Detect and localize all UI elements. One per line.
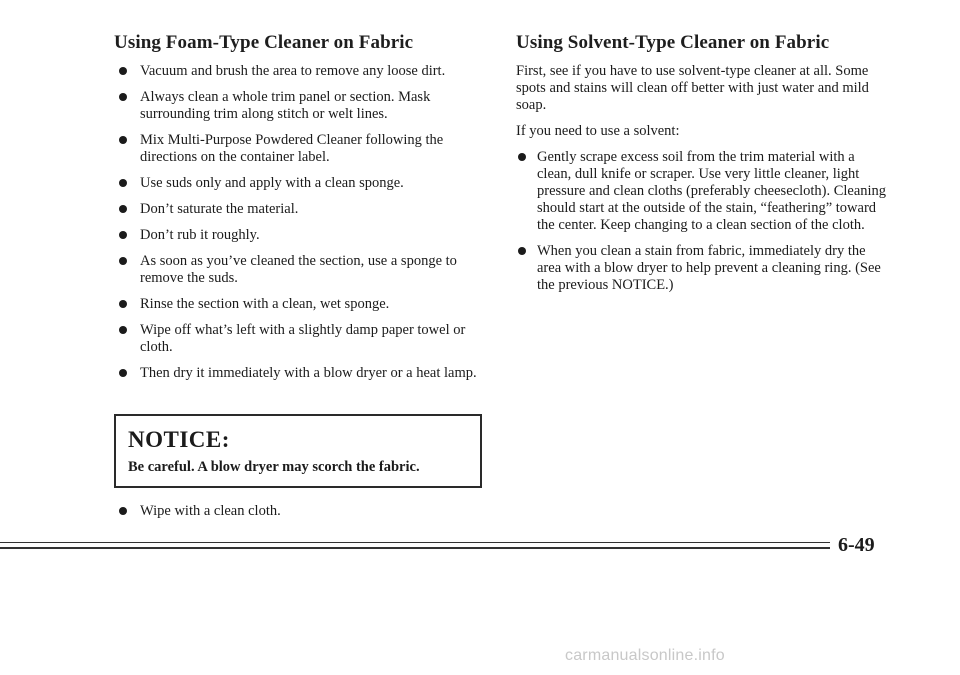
list-item: Mix Multi-Purpose Powdered Cleaner following the directions on the container label.: [114, 132, 496, 166]
bullet-icon: [119, 300, 127, 308]
bullet-icon: [119, 67, 127, 75]
list-item: Always clean a whole trim panel or section. Mask surrounding trim along stitch or welt lines.: [114, 89, 496, 123]
foam-cleaner-steps: [114, 63, 496, 382]
bullet-icon: [518, 247, 526, 255]
list-item: Wipe with a clean cloth.: [114, 503, 496, 520]
intro-paragraph: First, see if you have to use solvent-type cleaner at all. Some spots and stains will clean off better with just water and mild soap.: [516, 63, 869, 113]
notice-box: [114, 414, 482, 488]
list-item: Use suds only and apply with a clean sponge.: [114, 175, 496, 192]
footer-rule-thin: [0, 542, 830, 543]
list-item: Then dry it immediately with a blow dryer or a heat lamp.: [114, 365, 496, 382]
bullet-icon: [119, 257, 127, 265]
list-item: Don’t rub it roughly.: [114, 227, 496, 244]
list-item: Don’t saturate the material.: [114, 201, 496, 218]
bullet-icon: [119, 326, 127, 334]
list-item: As soon as you’ve cleaned the section, use a sponge to remove the suds.: [114, 253, 496, 287]
final-step: [114, 503, 496, 529]
bullet-icon: [119, 231, 127, 239]
solvent-cleaner-section: [516, 32, 892, 303]
list-item: When you clean a stain from fabric, immediately dry the area with a blow dryer to help prevent a cleaning ring. (See the previous NOTICE.): [516, 243, 892, 294]
page-number: 6-49: [838, 534, 875, 556]
solvent-cleaner-steps: [516, 149, 892, 294]
list-item: Gently scrape excess soil from the trim material with a clean, dull knife or scraper. Use very little cleaner, light pressure and clean cloths (preferably cheesecloth). Cleaning should start at the outside of the stain, “feathering” toward the center. Keep changing to a clean section of the cloth.: [516, 149, 892, 234]
watermark: carmanualsonline.info: [565, 647, 725, 664]
bullet-icon: [119, 369, 127, 377]
notice-text: Be careful. A blow dryer may scorch the fabric.: [128, 459, 420, 475]
solvent-lead-in: If you need to use a solvent:: [516, 123, 680, 139]
bullet-icon: [119, 136, 127, 144]
bullet-icon: [119, 205, 127, 213]
foam-cleaner-heading: Using Foam-Type Cleaner on Fabric: [114, 32, 414, 53]
footer-rule-thick: [0, 547, 830, 549]
foam-cleaner-section: [114, 32, 496, 391]
bullet-icon: [119, 507, 127, 515]
bullet-icon: [518, 153, 526, 161]
notice-title: NOTICE:: [128, 427, 230, 452]
list-item: Rinse the section with a clean, wet sponge.: [114, 296, 496, 313]
list-item: Wipe off what’s left with a slightly damp paper towel or cloth.: [114, 322, 496, 356]
bullet-icon: [119, 93, 127, 101]
solvent-cleaner-heading: Using Solvent-Type Cleaner on Fabric: [516, 32, 830, 53]
list-item: Vacuum and brush the area to remove any loose dirt.: [114, 63, 496, 80]
bullet-icon: [119, 179, 127, 187]
